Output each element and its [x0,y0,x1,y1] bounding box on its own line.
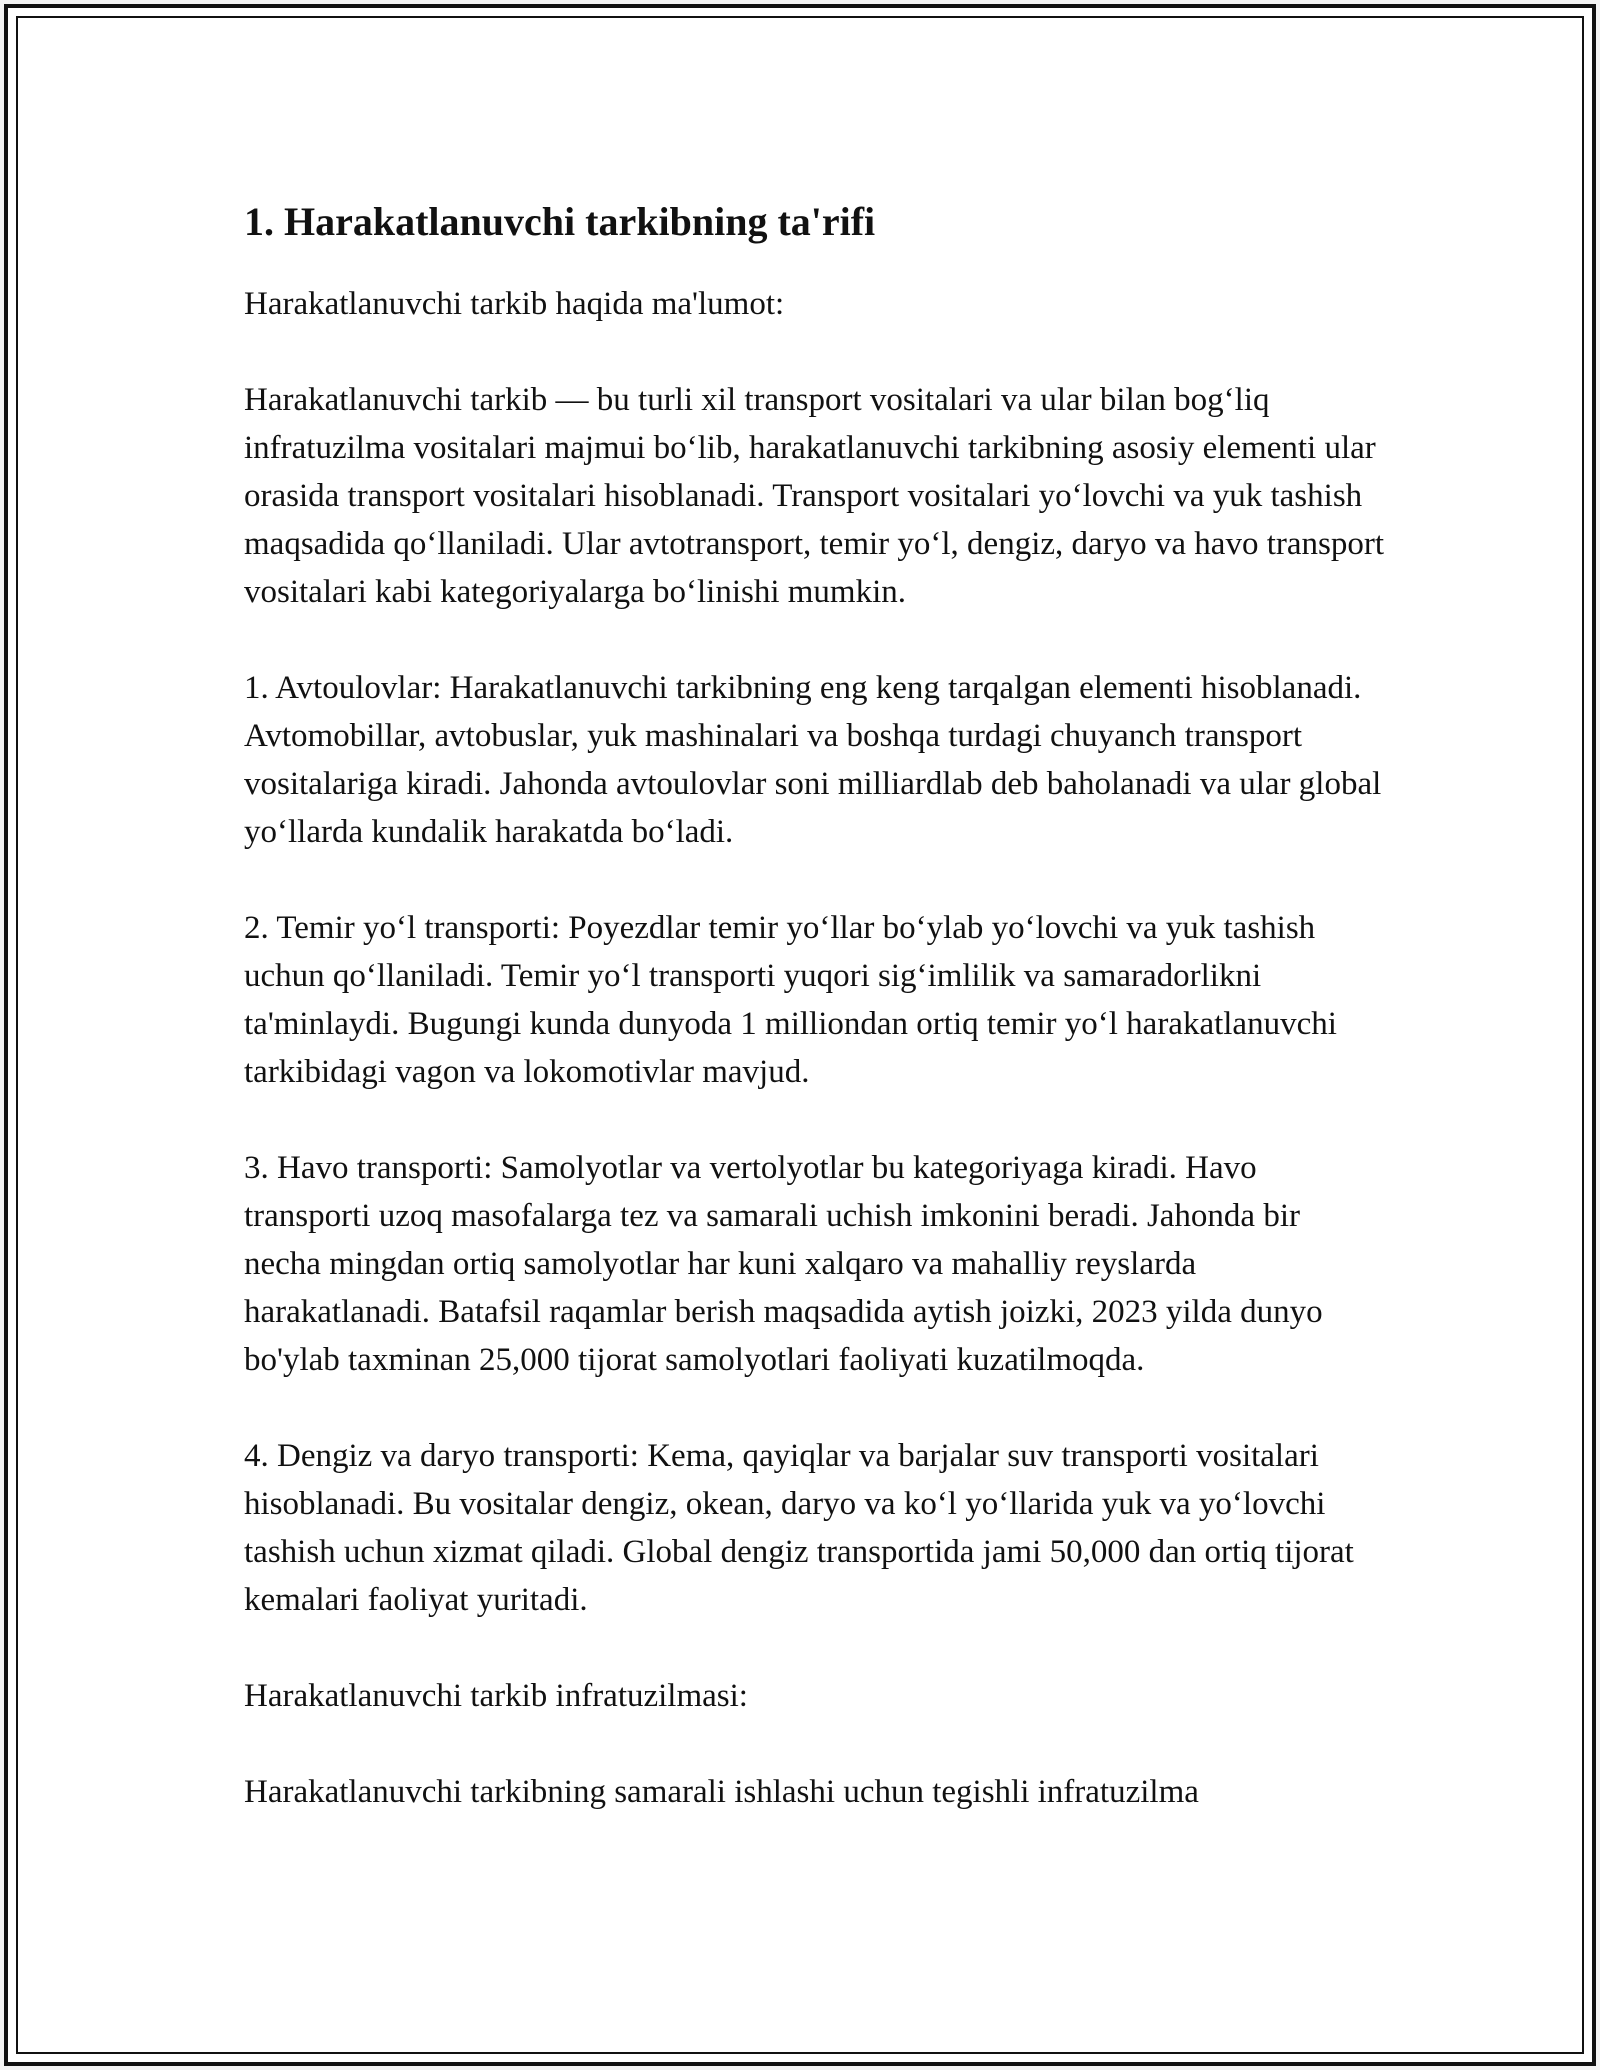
paragraph-road-vehicles: 1. Avtoulovlar: Harakatlanuvchi tarkibning eng keng tarqalgan elementi hisoblanadi. Avtomobillar, avtobuslar, yuk mashinalari va boshqa turdagi chuyanch transport vositalariga kiradi. Jahonda avtoulovlar soni milliardlab deb baholanadi va ular global yo‘llarda kundalik harakatda bo‘ladi. [244,670,1382,850]
document-body [244,198,1384,1816]
page-frame [4,4,1596,2066]
paragraph-rail-transport: 2. Temir yo‘l transporti: Poyezdlar temir yo‘llar bo‘ylab yo‘lovchi va yuk tashish uchun qo‘llaniladi. Temir yo‘l transporti yuqori sig‘imlilik va samaradorlikni ta'minlaydi. Bugungi kunda dunyoda 1 milliondan ortiq temir yo‘l harakatlanuvchi tarkibidagi vagon va lokomotivlar mavjud. [244,910,1337,1090]
paragraph-definition: Harakatlanuvchi tarkib — bu turli xil transport vositalari va ular bilan bog‘liq infratuzilma vositalari majmui bo‘lib, harakatlanuvchi tarkibning asosiy elementi ular orasida transport vositalari hisoblanadi. Transport vositalari yo‘lovchi va yuk tashish maqsadida qo‘llaniladi. Ular avtotransport, temir yo‘l, dengiz, daryo va havo transport vositalari kabi kategoriyalarga bo‘linishi mumkin. [244,382,1384,610]
section-heading: 1. Harakatlanuvchi tarkibning ta'rifi [244,199,876,244]
paragraph-water-transport: 4. Dengiz va daryo transporti: Kema, qayiqlar va barjalar suv transporti vositalari hisoblanadi. Bu vositalar dengiz, okean, daryo va ko‘l yo‘llarida yuk va yo‘lovchi tashish uchun xizmat qiladi. Global dengiz transportida jami 50,000 dan ortiq tijorat kemalari faoliyat yuritadi. [244,1438,1354,1618]
paragraph-infrastructure-text: Harakatlanuvchi tarkibning samarali ishlashi uchun tegishli infratuzilma [244,1774,1199,1810]
intro-line: Harakatlanuvchi tarkib haqida ma'lumot: [244,286,785,322]
paragraph-infrastructure-heading: Harakatlanuvchi tarkib infratuzilmasi: [244,1678,748,1714]
paragraph-air-transport: 3. Havo transporti: Samolyotlar va vertolyotlar bu kategoriyaga kiradi. Havo transporti uzoq masofalarga tez va samarali uchish imkonini beradi. Jahonda bir necha mingdan ortiq samolyotlar har kuni xalqaro va mahalliy reyslarda harakatlanadi. Batafsil raqamlar berish maqsadida aytish joizki, 2023 yilda dunyo bo'ylab taxminan 25,000 tijorat samolyotlari faoliyati kuzatilmoqda. [244,1150,1323,1378]
